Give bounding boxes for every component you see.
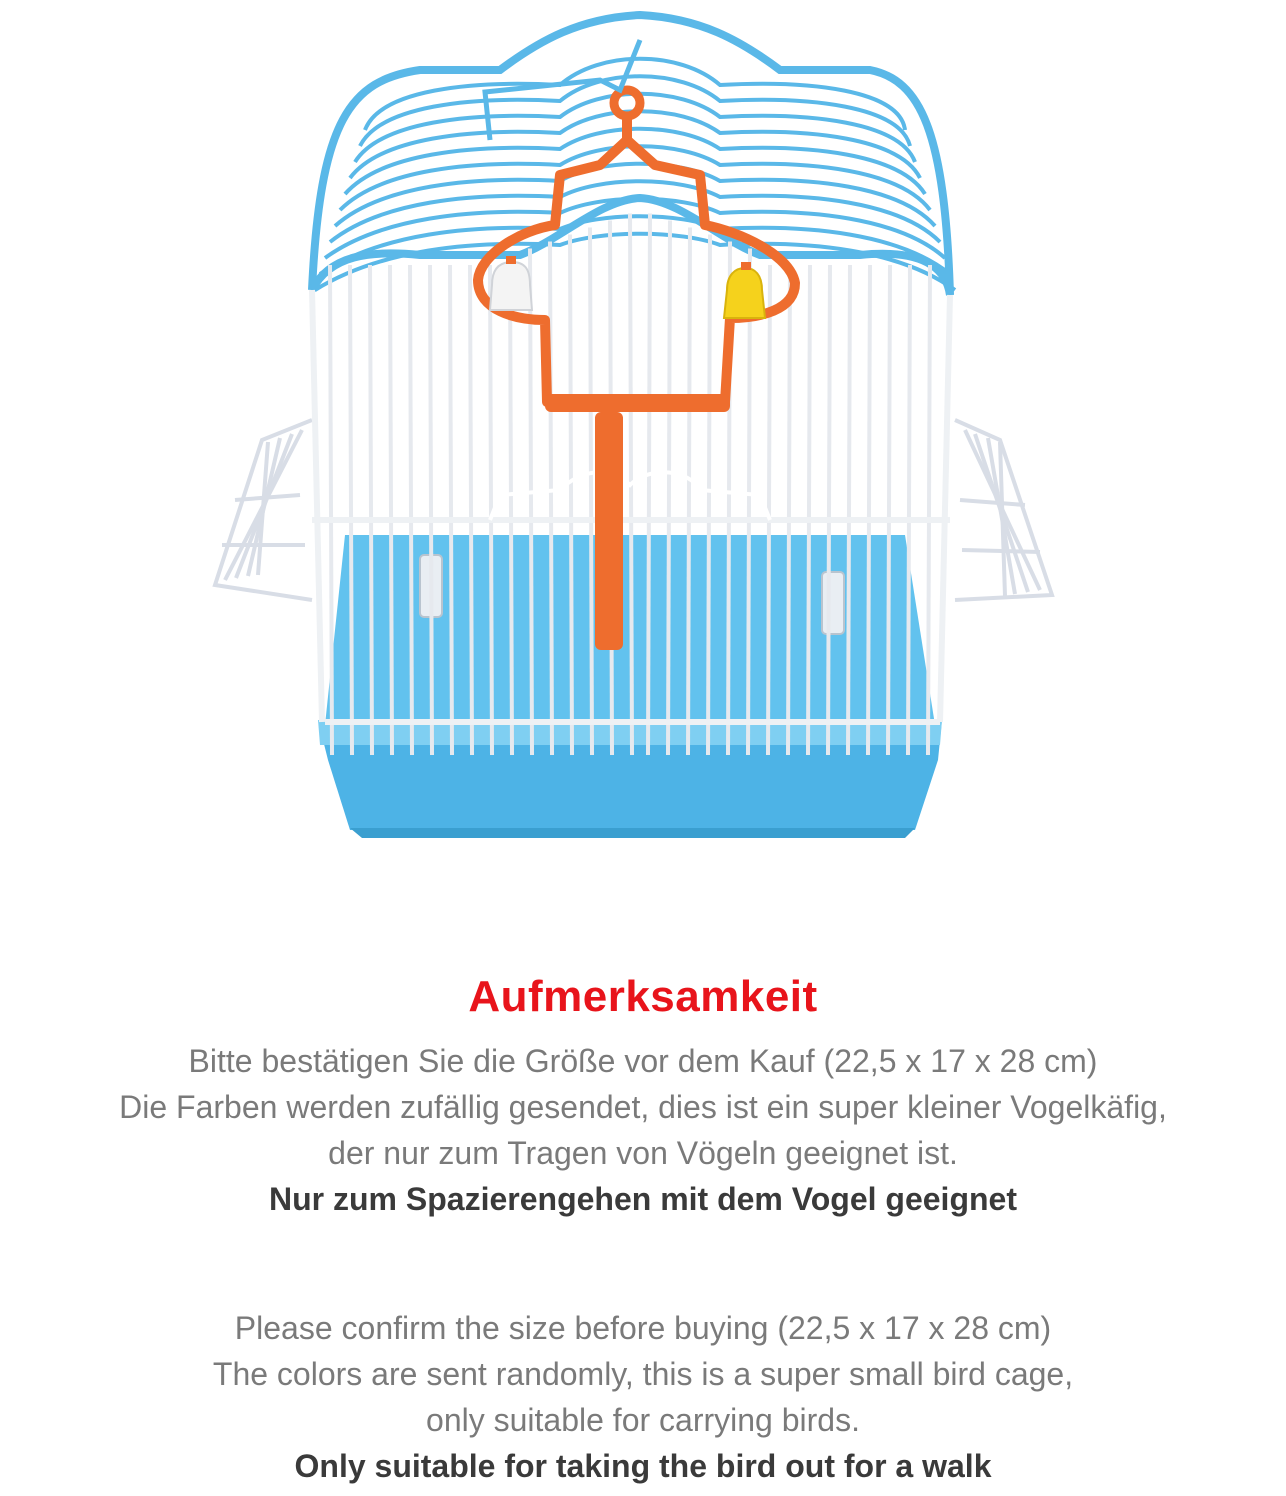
german-usage-line: der nur zum Tragen von Vögeln geeignet ist. bbox=[328, 1135, 958, 1171]
cage-wire bbox=[590, 228, 592, 756]
cage-wire bbox=[450, 265, 452, 755]
english-size-line: Please confirm the size before buying (22,5 x 17 x 28 cm) bbox=[234, 1310, 1052, 1346]
cage-handle bbox=[485, 40, 640, 140]
german-color-line: Die Farben werden zufällig gesendet, dies ist ein super kleiner Vogelkäfig, bbox=[119, 1089, 1167, 1125]
cage-wire bbox=[768, 265, 770, 755]
cage-wire bbox=[888, 265, 890, 755]
english-usage-line: only suitable for carrying birds. bbox=[426, 1402, 860, 1438]
german-emphasis-line: Nur zum Spazierengehen mit dem Vogel geeignet bbox=[269, 1181, 1017, 1217]
cage-wire bbox=[688, 228, 690, 756]
english-notice bbox=[0, 1305, 1286, 1489]
cage-wire bbox=[430, 265, 432, 755]
cage-wire bbox=[350, 265, 352, 755]
right-door bbox=[955, 420, 1052, 600]
cage-wire bbox=[848, 265, 850, 755]
cage-wire bbox=[470, 265, 472, 755]
cage-wire bbox=[748, 249, 750, 756]
german-size-line: Bitte bestätigen Sie die Größe vor dem Kauf (22,5 x 17 x 28 cm) bbox=[188, 1043, 1098, 1079]
left-door bbox=[215, 420, 312, 600]
cage-wire bbox=[330, 265, 332, 755]
english-emphasis-line: Only suitable for taking the bird out for a walk bbox=[294, 1448, 992, 1484]
cage-wire bbox=[808, 265, 810, 755]
notice-title: Aufmerksamkeit bbox=[468, 972, 818, 1021]
cage-wire bbox=[490, 265, 492, 755]
cage-wire bbox=[928, 265, 930, 755]
cage-wire bbox=[510, 265, 512, 755]
cage-wire bbox=[868, 265, 870, 755]
cage-wire bbox=[648, 214, 650, 756]
german-notice bbox=[0, 1038, 1286, 1222]
roof-wire bbox=[320, 216, 950, 274]
cage-wire bbox=[570, 235, 572, 756]
cage-wire bbox=[390, 265, 392, 755]
cage-wire bbox=[668, 221, 670, 756]
cage-wire bbox=[788, 265, 790, 755]
cage-wire bbox=[550, 242, 552, 756]
cage-wire bbox=[370, 265, 372, 755]
cage-wire bbox=[530, 249, 532, 756]
cage-wire bbox=[908, 265, 910, 755]
english-color-line: The colors are sent randomly, this is a super small bird cage, bbox=[212, 1356, 1074, 1392]
cage-wire bbox=[708, 235, 710, 756]
cage-wire bbox=[828, 265, 830, 755]
swing-perch-post bbox=[595, 412, 623, 650]
cage-wire bbox=[410, 265, 412, 755]
white-bell-icon bbox=[490, 256, 532, 310]
